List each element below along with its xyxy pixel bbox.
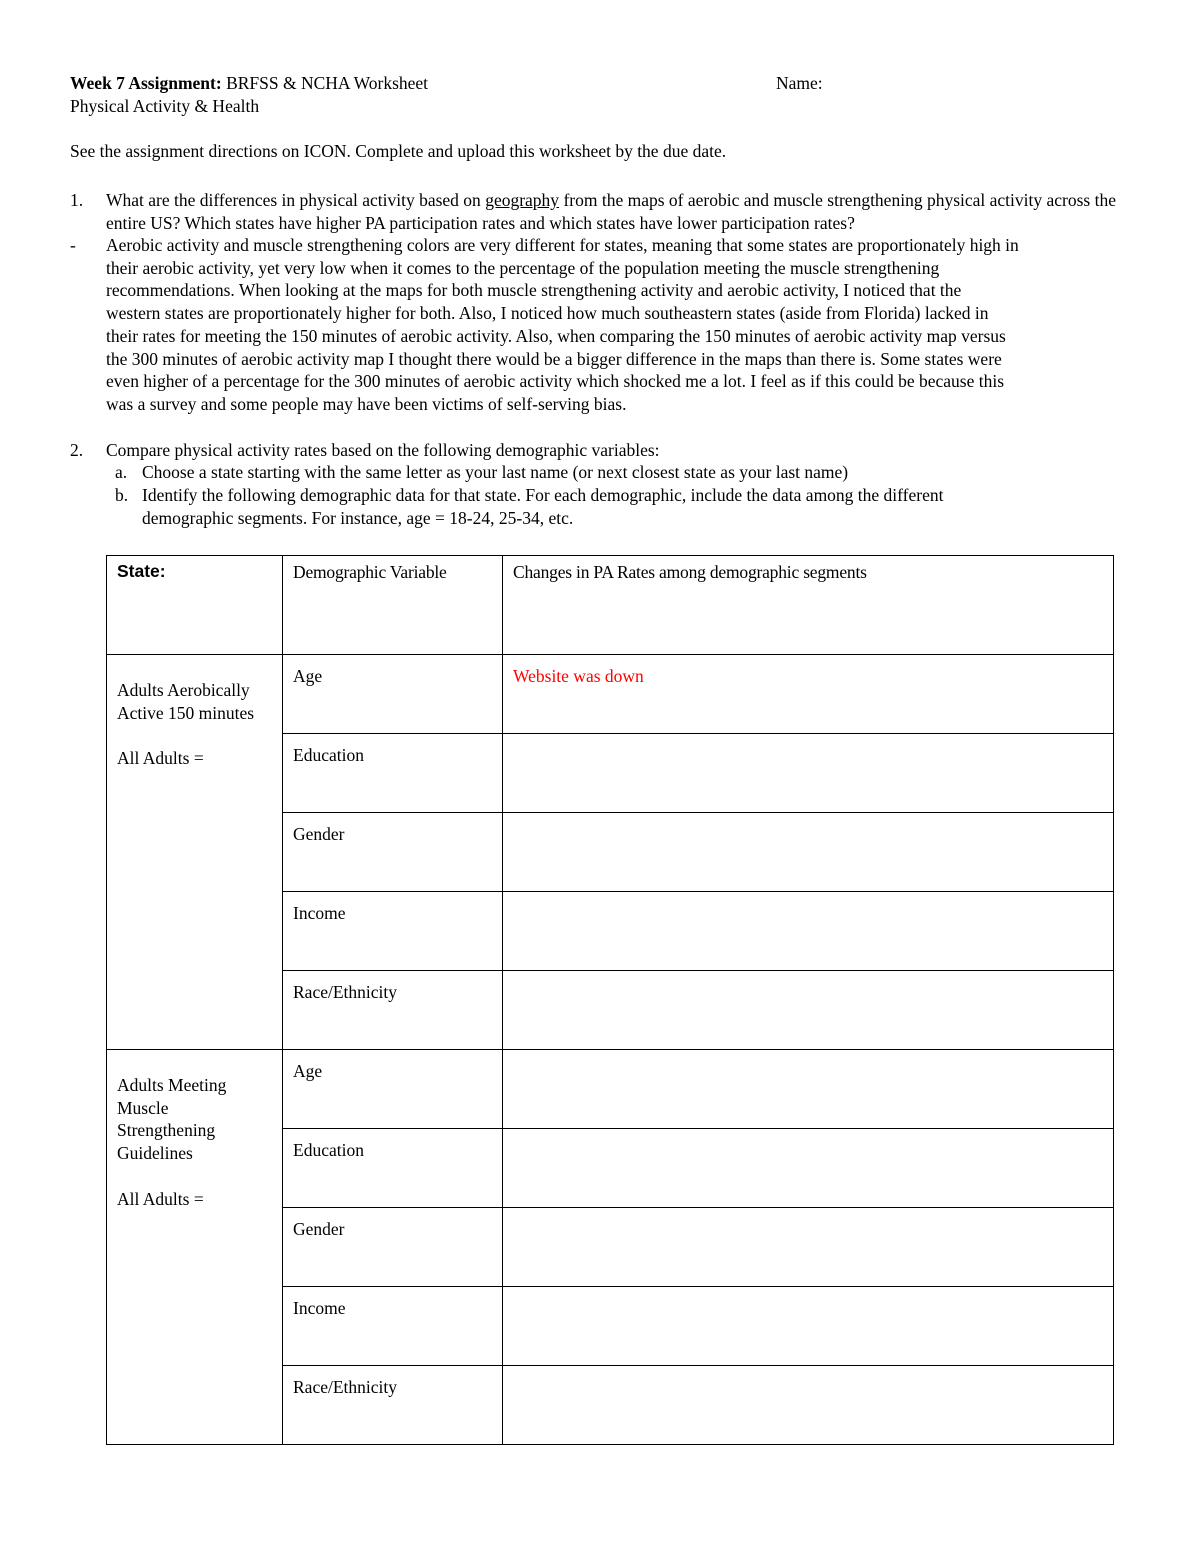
- race-ethnicity-changes-cell[interactable]: [503, 1366, 1114, 1445]
- question-2-number: 2.: [70, 440, 84, 460]
- income-changes-cell[interactable]: [503, 892, 1114, 971]
- group-muscle-strengthening-cell: [107, 1050, 283, 1445]
- answer-line: Aerobic activity and muscle strengthening colors are very different for states, meaning that some states are proportionately high in: [106, 235, 1019, 255]
- table-row: [107, 1050, 1114, 1129]
- group-2-label-line: Strengthening: [117, 1120, 216, 1141]
- answer-line: was a survey and some people may have been victims of self-serving bias.: [106, 393, 627, 414]
- demographic-table: [106, 555, 1114, 1445]
- table-row: [107, 655, 1114, 734]
- question-1-number: 1.: [70, 190, 84, 210]
- variable-education: Education: [283, 734, 503, 813]
- question-1-underlined-term: geography: [485, 190, 560, 210]
- variable-income: Income: [283, 892, 503, 971]
- answer-line: their aerobic activity, yet very low when it comes to the percentage of the population meeting the muscle strengthening: [106, 257, 940, 278]
- variable-race-ethnicity: Race/Ethnicity: [283, 1366, 503, 1445]
- group-2-label-line: Muscle: [117, 1097, 169, 1118]
- race-ethnicity-changes-cell[interactable]: [503, 971, 1114, 1050]
- answer-line: their rates for meeting the 150 minutes of aerobic activity. Also, when comparing the 150 minutes of aerobic activity map versus: [106, 325, 1006, 346]
- variable-education: Education: [283, 1129, 503, 1208]
- group-aerobic-150-cell: [107, 655, 283, 1050]
- assignment-subtitle: Physical Activity & Health: [70, 96, 260, 116]
- table-header-row: [107, 556, 1114, 655]
- question-1-text-after: from the maps of aerobic and muscle strengthening physical activity across the entire US? Which states have higher PA participation rates and which states have lower participation rates?: [106, 190, 1116, 233]
- variable-age: Age: [283, 655, 503, 734]
- gender-changes-cell[interactable]: [503, 813, 1114, 892]
- question-1-text-before: What are the differences in physical activity based on: [106, 190, 486, 210]
- group-1-label-line: Adults Aerobically: [117, 680, 250, 700]
- group-2-label-line: Guidelines: [117, 1143, 193, 1164]
- income-changes-cell[interactable]: [503, 1287, 1114, 1366]
- variable-age: Age: [283, 1050, 503, 1129]
- assignment-worksheet-title: BRFSS & NCHA Worksheet: [221, 73, 429, 93]
- question-2b-letter: b.: [115, 485, 129, 505]
- question-2a-letter: a.: [115, 462, 128, 482]
- group-2-label-line: Adults Meeting: [117, 1075, 227, 1095]
- name-label: Name:: [776, 73, 823, 93]
- age-changes-note[interactable]: Website was down: [503, 655, 1114, 734]
- assignment-directions: See the assignment directions on ICON. Complete and upload this worksheet by the due date.: [70, 141, 727, 161]
- education-changes-cell[interactable]: [503, 1129, 1114, 1208]
- answer-line: the 300 minutes of aerobic activity map I thought there would be a bigger difference in the maps than there is. Some states were: [106, 348, 1002, 369]
- state-label-cell[interactable]: State:: [107, 556, 283, 655]
- group-2-all-adults[interactable]: All Adults =: [117, 1188, 204, 1209]
- group-1-label-line: Active 150 minutes: [117, 702, 255, 723]
- age-changes-cell[interactable]: [503, 1050, 1114, 1129]
- variable-gender: Gender: [283, 813, 503, 892]
- changes-header: Changes in PA Rates among demographic segments: [503, 556, 1114, 655]
- education-changes-cell[interactable]: [503, 734, 1114, 813]
- question-2b-text-line-2: demographic segments. For instance, age = 18-24, 25-34, etc.: [142, 508, 574, 528]
- answer-line: even higher of a percentage for the 300 minutes of aerobic activity which shocked me a lot. I feel as if this could be because this: [106, 371, 1005, 392]
- variable-gender: Gender: [283, 1208, 503, 1287]
- answer-line: recommendations. When looking at the maps for both muscle strengthening activity and aerobic activity, I noticed that the: [106, 280, 962, 301]
- question-2-text: Compare physical activity rates based on the following demographic variables:: [106, 440, 660, 460]
- assignment-week-label: Week 7 Assignment:: [70, 73, 222, 93]
- answer-line: western states are proportionately higher for both. Also, I noticed how much southeastern states (aside from Florida) lacked in: [106, 303, 989, 324]
- question-2a-text: Choose a state starting with the same letter as your last name (or next closest state as your last name): [142, 462, 849, 482]
- answer-bullet-marker: -: [70, 235, 76, 255]
- gender-changes-cell[interactable]: [503, 1208, 1114, 1287]
- group-1-all-adults[interactable]: All Adults =: [117, 748, 204, 769]
- demographic-variable-header: Demographic Variable: [283, 556, 503, 655]
- variable-income: Income: [283, 1287, 503, 1366]
- question-2b-text-line-1: Identify the following demographic data for that state. For each demographic, include the data among the different: [142, 485, 944, 505]
- variable-race-ethnicity: Race/Ethnicity: [283, 971, 503, 1050]
- assignment-title: [70, 72, 428, 95]
- question-1-answer: [106, 234, 1136, 416]
- question-1-text: [106, 189, 1136, 234]
